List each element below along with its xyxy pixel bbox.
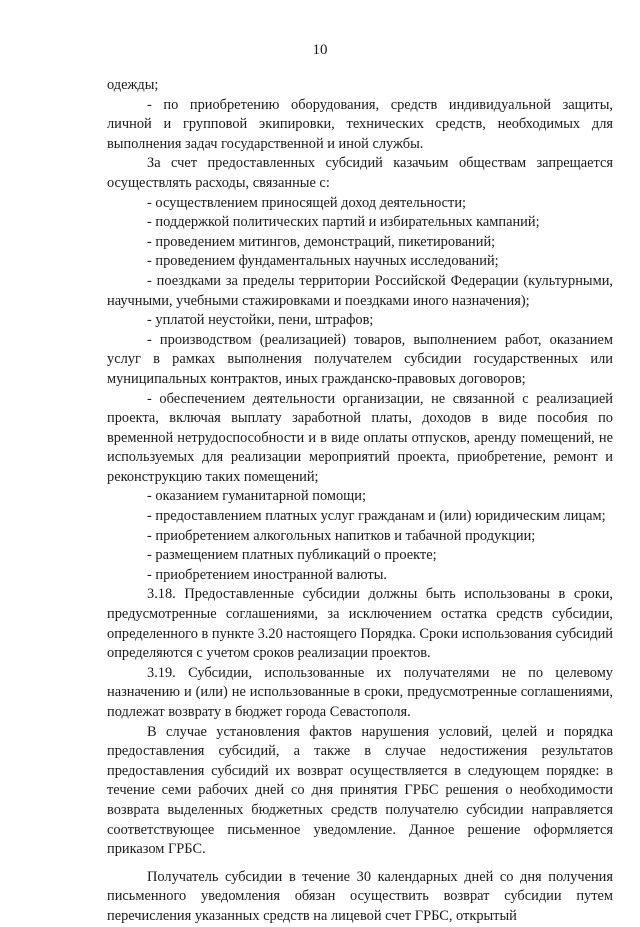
document-body [107, 76, 613, 927]
paragraph: - осуществлением приносящей доход деятельности; [147, 194, 467, 211]
paragraph: - производством (реализацией) товаров, выполнением работ, оказанием услуг в рамках выполнения получателем субсидии государственных или муниципальных контрактов, иных гражданско-правовых договоров; [107, 331, 613, 387]
paragraph: - поездками за пределы территории Российской Федерации (культурными, научными, учебными стажировками и поездками иного назначения); [107, 272, 613, 309]
paragraph: - поддержкой политических партий и избирательных кампаний; [147, 214, 540, 231]
paragraph: За счет предоставленных субсидий казачьим обществам запрещается осуществлять расходы, связанные с: [107, 155, 613, 191]
paragraph: 3.18. Предоставленные субсидии должны быть использованы в сроки, предусмотренные соглашениями, за исключением остатка средств субсидии, определенного в пункте 3.20 настоящего Порядка. Сроки использования субсидий определяются с учетом сроков реализации проектов. [107, 586, 613, 662]
paragraph: - приобретением иностранной валюты. [147, 566, 387, 583]
paragraph: - обеспечением деятельности организации, не связанной с реализацией проекта, включая выплату заработной платы, доходов в виде пособия по временной нетрудоспособности и в виде оплаты отпусков, аренду помещений, не используемых для реализации мероприятий проекта, приобретение, ремонт и реконструкцию таких помещений; [107, 390, 613, 485]
paragraph: одежды; [107, 77, 159, 93]
paragraph: 3.19. Субсидии, использованные их получателями не по целевому назначению и (или) не использованные в сроки, предусмотренные соглашениями, подлежат возврату в бюджет города Севастополя. [107, 664, 613, 720]
paragraph: В случае установления фактов нарушения условий, целей и порядка предоставления субсидий, а также в случае недостижения результатов предоставления субсидий их возврат осуществляется в следующем порядке: в течение семи рабочих дней со дня принятия ГРБС решения о необходимости возврата выделенных бюджетных средств получателю субсидии направляется соответствующее письменное уведомление. Данное решение оформляется приказом ГРБС. [107, 723, 613, 858]
paragraph: - приобретением алкогольных напитков и табачной продукции; [147, 527, 536, 544]
paragraph: - предоставлением платных услуг гражданам и (или) юридическим лицам; [147, 508, 606, 525]
paragraph: - уплатой неустойки, пени, штрафов; [147, 312, 374, 329]
paragraph: - оказанием гуманитарной помощи; [147, 488, 366, 505]
paragraph: - размещением платных публикаций о проекте; [147, 547, 437, 564]
page-number: 10 [312, 42, 328, 58]
paragraph: - проведением фундаментальных научных исследований; [147, 253, 499, 270]
paragraph: - по приобретению оборудования, средств индивидуальной защиты, личной и групповой экипировки, технических средств, необходимых для выполнения задач государственной и иной службы. [107, 96, 613, 152]
paragraph: - проведением митингов, демонстраций, пикетирований; [147, 233, 496, 250]
paragraph: Получатель субсидии в течение 30 календарных дней со дня получения письменного уведомления обязан осуществить возврат субсидии путем перечисления указанных средств на лицевой счет ГРБС, открытый [107, 868, 613, 924]
